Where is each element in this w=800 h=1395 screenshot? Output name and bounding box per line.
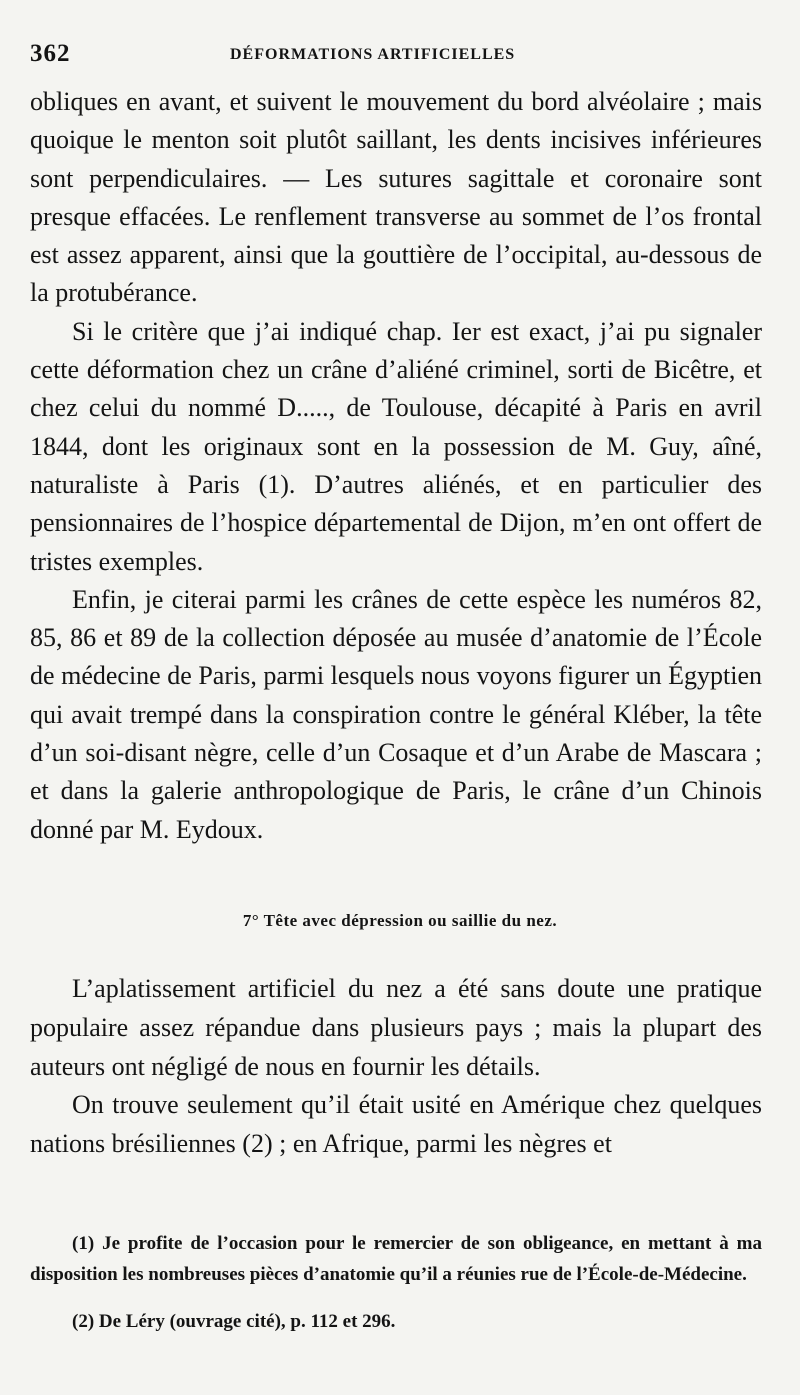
footnotes	[30, 1228, 762, 1337]
paragraph-collection: Enfin, je citerai parmi les crânes de cette espèce les numéros 82, 85, 86 et 89 de la collection déposée au musée d’anatomie de l’École de médecine de Paris, parmi lesquels nous voyons figurer un Égyptien qui avait trempé dans la conspiration contre le général Kléber, la tête d’un soi-disant nègre, celle d’un Cosaque et d’un Arabe de Mascara ; et dans la galerie anthropologique de Paris, le crâne d’un Chinois donné par M. Eydoux.	[30, 584, 762, 844]
footnote-1: (1) Je profite de l’occasion pour le remercier de son obligeance, en mettant à ma disposition les nombreuses pièces d’anatomie qu’il a réunies rue de l’École-de-Médecine.	[30, 1233, 762, 1285]
paragraph-criterion: Si le critère que j’ai indiqué chap. Ier est exact, j’ai pu signaler cette déformation chez un crâne d’aliéné criminel, sorti de Bicêtre, et chez celui du nommé D....., de Toulouse, décapité à Paris en avril 1844, dont les originaux sont en la possession de M. Guy, aîné, naturaliste à Paris (1). D’autres aliénés, et en particulier des pensionnaires de l’hospice départemental de Dijon, m’en ont offert de tristes exemples.	[30, 316, 762, 576]
page-header	[30, 40, 770, 76]
paragraph-nose-flattening: L’aplatissement artificiel du nez a été sans doute une pratique populaire assez répandue dans plusieurs pays ; mais la plupart des auteurs ont négligé de nous en fournir les détails.	[30, 974, 762, 1081]
section-text	[30, 970, 762, 1164]
footnote-2: (2) De Léry (ouvrage cité), p. 112 et 296.	[72, 1311, 396, 1332]
main-text	[30, 83, 762, 849]
running-title: DÉFORMATIONS ARTIFICIELLES	[230, 46, 516, 63]
paragraph-continuation: obliques en avant, et suivent le mouvement du bord alvéolaire ; mais quoique le menton soit plutôt saillant, les dents incisives inférieures sont perpendiculaires. — Les sutures sagittale et coronaire sont presque effacées. Le renflement transverse au sommet de l’os frontal est assez apparent, ainsi que la gouttière de l’occipital, au-dessous de la protubérance.	[30, 87, 762, 308]
paragraph-america: On trouve seulement qu’il était usité en Amérique chez quelques nations brésiliennes (2) ; en Afrique, parmi les nègres et	[30, 1090, 762, 1159]
section-heading: 7° Tête avec dépression ou saillie du nez.	[242, 911, 558, 930]
page-number: 362	[30, 40, 71, 67]
